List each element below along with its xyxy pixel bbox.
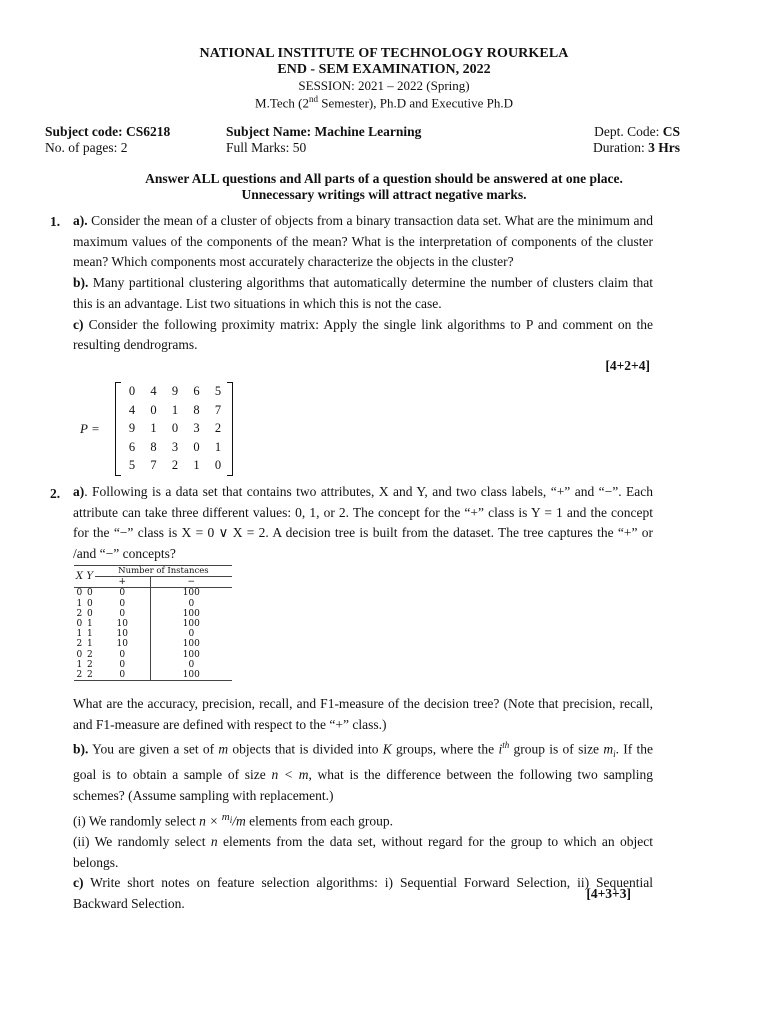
matrix-label: P =: [80, 421, 100, 436]
table-cell: 100: [150, 650, 232, 660]
matrix-row: [123, 384, 227, 399]
q1-c-text: Consider the following proximity matrix: Apply the single link algorithms to P and comment on the resulting dendrograms.: [73, 316, 653, 353]
q2-i-frac-den: /m: [232, 813, 246, 829]
q2-c-text: Write short notes on feature selection algorithms: i) Sequential Forward Selection, ii) Sequential Backward Selection.: [73, 875, 653, 912]
table-cell: 0: [76, 649, 83, 660]
table-cell: 0: [150, 660, 232, 670]
table-cell: 0: [86, 598, 93, 609]
matrix-cell: 0: [214, 458, 222, 472]
q2-ii-n: n: [210, 833, 218, 849]
table-cell: 0: [150, 599, 232, 609]
q2-scheme-i: [73, 807, 653, 832]
matrix-cell: 6: [128, 439, 136, 454]
matrix-cell: 2: [214, 421, 222, 435]
q2-i-expr: n ×: [199, 813, 222, 829]
q1-number: 1.: [50, 214, 61, 229]
table-cell: 100: [150, 670, 232, 681]
q2-part-c: [73, 873, 653, 914]
table-cell: 0: [86, 608, 93, 619]
matrix-cell: 7: [214, 402, 222, 417]
matrix-cell: 1: [171, 402, 179, 417]
table-cell: 1: [76, 659, 83, 670]
matrix-cell: 5: [128, 458, 136, 472]
instances-table: [74, 565, 232, 681]
q2-b-mi-sub: i: [613, 749, 616, 760]
q2-b-text2: objects that is divided into: [228, 741, 383, 757]
duration-value: 3 Hrs: [648, 140, 680, 155]
q1-a-text: Consider the mean of a cluster of objects from a binary transaction data set. What are the minimum and maximum values of the components of the mean? What is the interpretation of components of the cluster mean? Which components most accurately characterize the objects in the cluster?: [73, 213, 653, 270]
program-pre: M.Tech (2: [255, 95, 309, 111]
matrix-cell: 1: [193, 458, 200, 472]
subject-name: Subject Name: Machine Learning: [226, 124, 422, 139]
table-cell: 2: [86, 659, 93, 670]
table-row: [74, 650, 232, 660]
table-cell: 2: [76, 608, 83, 619]
q2-a-followup: What are the accuracy, precision, recall, and F1-measure of the decision tree? (Note that precision, recall, and F1-measure are defined with respect to the “+” class.): [73, 696, 653, 732]
q2-body-rest: [73, 694, 653, 915]
instruction-line-2: Unnecessary writings will attract negative marks.: [241, 187, 527, 202]
dept-code-value: CS: [662, 124, 680, 139]
program-line: [0, 94, 768, 111]
q2-b-i: i: [498, 741, 503, 757]
q2-part-b: [73, 735, 653, 806]
table-cell: 0: [76, 619, 83, 630]
matrix-cell: 2: [171, 458, 179, 472]
q2-marks: [4+3+3]: [586, 886, 631, 901]
table-cell: 1: [86, 619, 93, 630]
matrix-cell: 9: [171, 384, 179, 398]
table-cell: 1: [86, 629, 93, 640]
matrix-cell: 1: [150, 421, 157, 435]
q2-b-text5: . If the goal is to obtain a sample of size: [73, 741, 653, 783]
matrix-cell: 3: [171, 439, 179, 454]
q2-ii-text: elements from the data set, without regard for the group to which an object belongs.: [73, 833, 653, 870]
table-cell: 0: [95, 670, 150, 681]
table-cell: 100: [150, 619, 232, 629]
q2-b-mi: m: [603, 741, 614, 757]
dept-code-prefix: Dept. Code:: [594, 124, 663, 139]
q2-b-text6: , what is the difference between the following two sampling schemes? (Assume sampling with replacement.): [73, 767, 653, 803]
q2-b-th: th: [502, 740, 510, 751]
table-cell: 0: [95, 588, 150, 599]
q2-b-k: K: [382, 741, 392, 757]
q1-b-label: b).: [73, 275, 89, 291]
table-cell: 0: [150, 629, 232, 639]
q2-i-text: elements from each group.: [245, 813, 394, 829]
exam-title: END - SEM EXAMINATION, 2022: [277, 62, 491, 77]
q2-b-text4: group is of size: [509, 741, 604, 757]
matrix-row: [123, 403, 227, 418]
table-row: [74, 619, 232, 629]
table-row: [74, 609, 232, 619]
duration-prefix: Duration:: [593, 140, 649, 155]
matrix-row: [123, 458, 227, 473]
program-post: Semester), Ph.D and Executive Ph.D: [318, 95, 513, 111]
table-cell: 10: [116, 639, 128, 650]
table-cell: 0: [85, 588, 95, 599]
table-cell: 0: [119, 608, 126, 619]
table-cell: 10: [116, 629, 128, 640]
q2-i-frac-sub: i: [229, 814, 233, 825]
matrix-cell: 0: [128, 384, 136, 398]
table-cell: 2: [85, 670, 95, 681]
table-col-x: X: [74, 566, 85, 588]
table-cell: 0: [119, 649, 126, 660]
q1-part-c: [73, 315, 653, 356]
table-cell: 100: [150, 639, 232, 649]
institute-name: NATIONAL INSTITUTE OF TECHNOLOGY ROURKELA: [199, 46, 569, 61]
q1-a-label: a).: [73, 213, 88, 228]
matrix-cell: 4: [150, 384, 157, 398]
table-row: [74, 599, 232, 609]
table-row: [74, 629, 232, 639]
matrix-cell: 5: [214, 384, 222, 398]
table-row: [74, 588, 232, 599]
table-col-y: Y: [85, 566, 95, 588]
q2-number: 2.: [50, 486, 61, 501]
q2-b-text1: You are given a set of: [88, 741, 219, 757]
matrix-cell: 1: [214, 439, 222, 454]
q2-c-label: c): [73, 875, 84, 891]
table-cell: 10: [116, 619, 128, 630]
program-sup: nd: [309, 94, 318, 104]
table-cell: 2: [74, 670, 85, 681]
q2-b-label: b).: [73, 741, 89, 757]
table-cell: 0: [119, 659, 126, 670]
q2-a-text: . Following is a data set that contains two attributes, X and Y, and two class labels, “+” and “−”. Each attribute can take three different values: 0, 1, or 2. The concept for the “+” class is Y = 1 and the concept for the “−” class is X = 0 ∨ X = 2. A decision tree is built from the dataset. The tree captures the “+” or /and “−” concepts?: [73, 484, 653, 562]
table-row: [74, 639, 232, 649]
matrix-cell: 8: [150, 439, 157, 454]
q1-part-a: [73, 211, 653, 273]
q1-marks: [4+2+4]: [605, 358, 650, 373]
table-col-plus: +: [118, 577, 126, 588]
q2-b-text3: groups, where the: [391, 741, 499, 757]
matrix-cell: 6: [193, 384, 200, 398]
subject-code: Subject code: CS6218: [45, 124, 171, 139]
table-cell: 1: [76, 629, 83, 640]
q2-b-ineq: n < m: [271, 767, 309, 783]
q2-i-frac-num: m: [221, 810, 230, 823]
table-cell: 2: [86, 649, 93, 660]
matrix-cell: 0: [171, 421, 179, 435]
matrix-cell: 7: [150, 458, 157, 472]
no-of-pages: No. of pages: 2: [45, 140, 128, 155]
matrix-row: [123, 440, 227, 455]
q1-body: [73, 211, 653, 356]
matrix-cell: 0: [193, 439, 200, 454]
q2-b-m: m: [218, 741, 229, 757]
matrix-cell: 4: [128, 402, 136, 417]
table-cell: 1: [86, 639, 93, 650]
q2-i-label: (i) We randomly select: [73, 813, 200, 829]
q2-ii-label: (ii) We randomly select: [73, 833, 211, 849]
table-row: [74, 660, 232, 670]
matrix-cell: 8: [193, 402, 200, 417]
matrix-cell: 9: [128, 421, 136, 435]
table-cell: 100: [150, 588, 232, 599]
matrix-left-bracket: [115, 382, 121, 476]
table-cell: 0: [119, 598, 126, 609]
session-line: SESSION: 2021 – 2022 (Spring): [298, 78, 470, 93]
duration: [593, 139, 680, 157]
table-cell: 1: [76, 598, 83, 609]
table-col-minus: −: [150, 577, 232, 588]
matrix-row: [123, 421, 227, 436]
table-cell: 0: [74, 588, 85, 599]
q2-a-label: a): [73, 484, 85, 499]
matrix-cell: 0: [150, 402, 157, 417]
proximity-matrix: [115, 380, 233, 478]
table-cell: 2: [76, 639, 83, 650]
table-row: [74, 670, 232, 681]
matrix-right-bracket: [227, 382, 233, 476]
table-cell: 100: [150, 609, 232, 619]
full-marks: Full Marks: 50: [226, 140, 307, 155]
matrix-cell: 3: [193, 421, 200, 435]
q2-scheme-ii: [73, 832, 653, 873]
q1-c-label: c): [73, 316, 84, 332]
instruction-line-1: Answer ALL questions and All parts of a question should be answered at one place.: [145, 171, 623, 186]
q2-part-a: [73, 482, 653, 565]
q1-b-text: Many partitional clustering algorithms that automatically determine the number of clusters claim that this is an advantage. List two situations in which this is not the case.: [73, 275, 653, 311]
q1-part-b: [73, 273, 653, 314]
table-col-group: Number of Instances: [95, 566, 232, 577]
